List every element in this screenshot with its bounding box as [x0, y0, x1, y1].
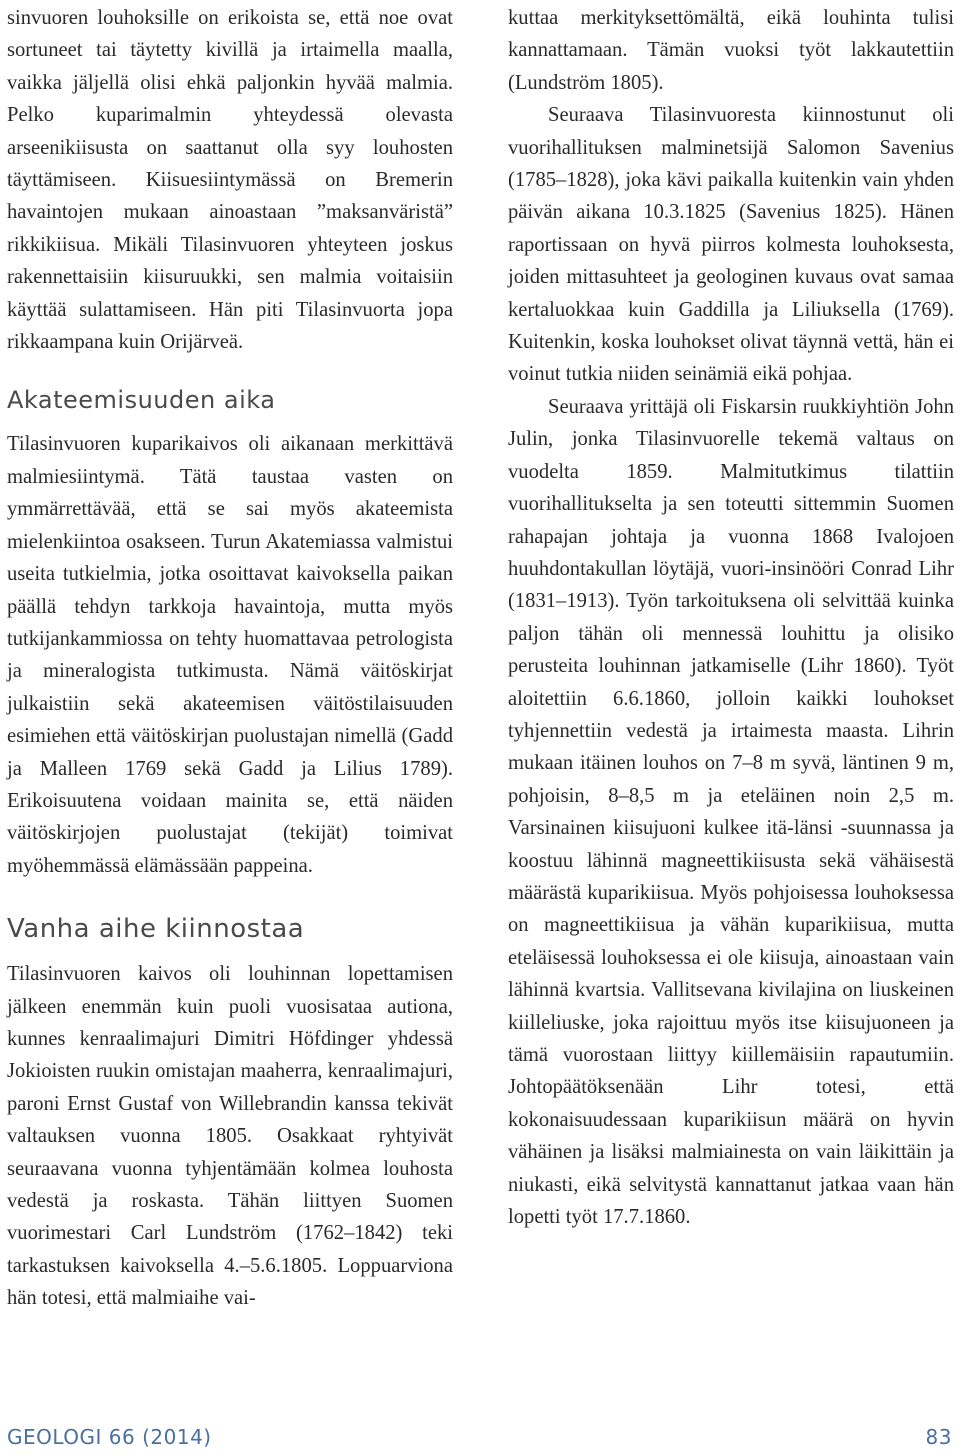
section-heading-vanha-aihe-kiinnostaa: Vanha aihe kiinnostaa — [7, 914, 305, 945]
paragraph: Tilasinvuoren kaivos oli louhinnan lopettamisen jälkeen enemmän kuin puoli vuosisataa autiona, kunnes kenraalimajuri Dimitri Höfdinger yhdessä Jokioisten ruukin omistajan maaherra, kenraalimajuri, paroni Ernst Gustaf von Willebrandin kanssa tekivät valtauksen vuonna 1805. Osakkaat ryhtyivät seuraavana vuonna tyhjentämään kolmea louhosta vedestä ja roskasta. Tähän liittyen Suomen vuorimestari Carl Lundström (1762–1842) teki tarkastuksen kaivoksella 4.–5.6.1805. Loppuarviona hän totesi, että malmiaihe vai- — [7, 963, 453, 1310]
paragraph: kuttaa merkityksettömältä, eikä louhinta tulisi kannattamaan. Tämän vuoksi työt lakkautettiin (Lundström 1805). — [508, 7, 954, 94]
paragraph: Tilasinvuoren kuparikaivos oli aikanaan merkittävä malmiesiintymä. Tätä taustaa vasten on ymmärrettävää, että se sai myös akateemista mielenkiintoa osakseen. Turun Akatemiassa valmistui useita tutkielmia, jotka osoittavat kaivoksella paikan päällä tehdyn tarkkoja havaintoja, mutta myös tutkijankammiossa on tehty huomattavaa petrologista ja mineralogista tutkimusta. Nämä väitöskirjat julkaistiin sekä akateemisen väitöstilaisuuden esimiehen että väitöskirjan puolustajan nimellä (Gadd ja Malleen 1769 sekä Gadd ja Lilius 1789). Erikoisuutena voidaan mainita se, että näiden väitöskirjojen puolustajat (tekijät) toimivat myöhemmässä elämässään pappeina. — [7, 433, 453, 877]
footer-journal-title: GEOLOGI 66 (2014) — [7, 1425, 212, 1449]
footer-page-number: 83 — [925, 1425, 952, 1449]
section-heading-akateemisuuden-aika: Akateemisuuden aika — [7, 386, 276, 415]
paragraph: Seuraava yrittäjä oli Fiskarsin ruukkiyhtiön John Julin, jonka Tilasinvuorelle tekemä valtaus on vuodelta 1859. Malmitutkimus tilattiin vuorihallitukselta ja sen toteutti sittemmin Suomen rahapajan johtaja ja vuonna 1868 Ivalojoen huuhdontakullan löytäjä, vuori-insinööri Conrad Lihr (1831–1913). Työn tarkoituksena oli selvittää kuinka paljon tähän oli mennessä louhittu ja olisiko perusteita louhinnan jatkamiselle (Lihr 1860). Työt aloitettiin 6.6.1860, jolloin kaikki louhokset tyhjennettiin vedestä ja irtaimesta maasta. Lihrin mukaan itäinen louhos on 7–8 m syvä, läntinen 9 m, pohjoisin, 8–8,5 m ja eteläinen noin 2,5 m. Varsinainen kiisujuoni kulkee itä-länsi -suunnassa ja koostuu lähinnä magneettikiisusta sekä vähäisestä määrästä kuparikiisua. Myös pohjoisessa louhoksessa on magneettikiisua ja vähän kuparikiisua, mutta eteläisessä louhoksessa ei ole kiisuja, ainoastaan vain lähinnä kvartsia. Vallitsevana kivilajina on liuskeinen kiilleliuske, joka rajoittuu myös itse kiisujuoneen ja tämä vuorostaan liittyy kiillemäisiin rapautumiin. Johtopäätöksenään Lihr totesi, että kokonaisuudessaan kuparikiisun määrä on hyvin vähäinen ja lisäksi malmiainesta on vain läikittäin ja niukasti, eikä selvitystä kannattanut jatkaa vaan hän lopetti työt 17.7.1860. — [508, 395, 954, 1229]
paragraph: sinvuoren louhoksille on erikoista se, että noe ovat sortuneet tai täytetty kivillä ja irtaimella maalla, vaikka jäljellä olisi ehkä paljonkin hyvää malmia. Pelko kuparimalmin yhteydessä olevasta arseenikiisusta on saattanut olla syy louhosten täyttämiseen. Kiisuesiintymässä on Bremerin havaintojen mukaan ainoastaan ”maksanväristä” rikkikiisua. Mikäli Tilasinvuoren yhteyteen joskus rakennettaisiin kiisuruukki, sen malmia voitaisiin käyttää sulattamiseen. Hän piti Tilasinvuorta jopa rikkaampana kuin Orijärveä. — [7, 7, 453, 354]
left-column — [7, 2, 453, 1315]
paragraph: Seuraava Tilasinvuoresta kiinnostunut oli vuorihallituksen malminetsijä Salomon Savenius (1785–1828), joka kävi paikalla kuitenkin vain yhden päivän aikana 10.3.1825 (Savenius 1825). Hänen raportissaan on hyvä piirros kolmesta louhoksesta, joiden mittasuhteet ja geologinen kuvaus ovat samaa kertaluokkaa kuin Gaddilla ja Liliuksella (1769). Kuitenkin, koska louhokset olivat täynnä vettä, hän ei voinut tutkia niiden seinämiä eikä pohjaa. — [508, 104, 954, 386]
right-column — [508, 2, 954, 1233]
